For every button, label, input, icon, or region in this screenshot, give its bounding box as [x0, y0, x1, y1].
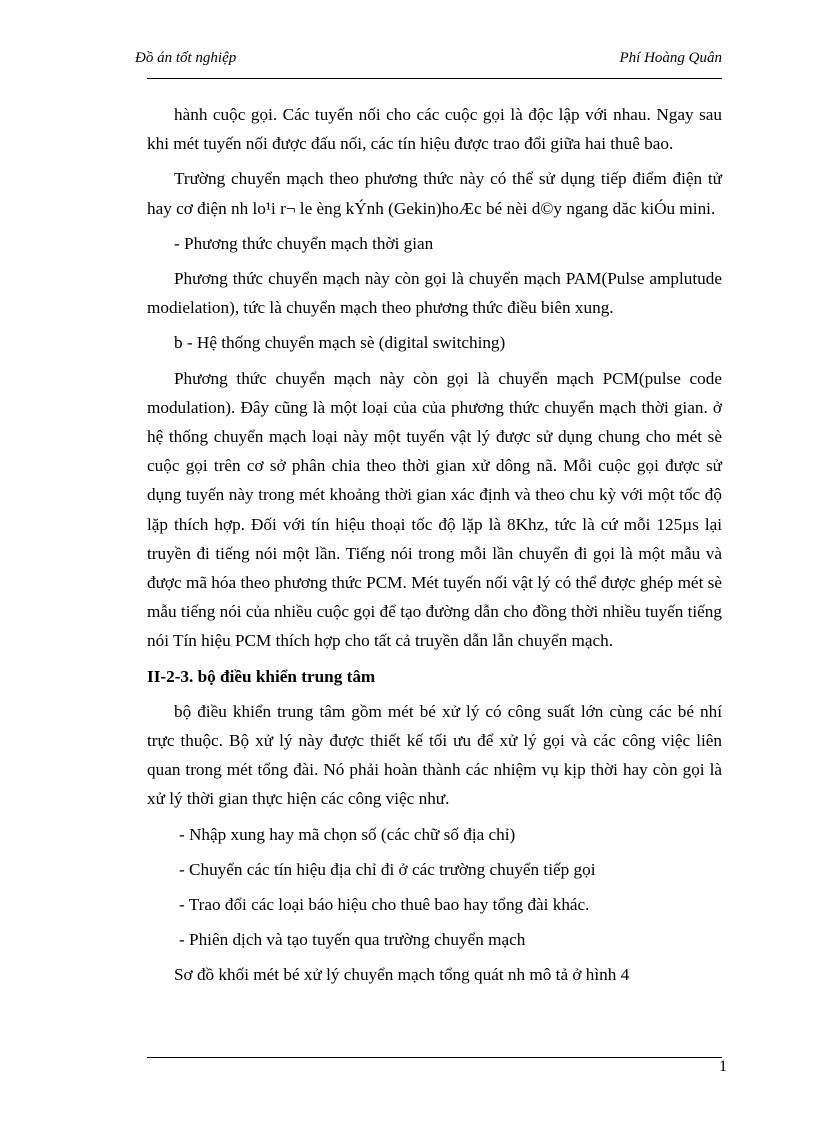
- paragraph-6: Sơ đồ khối mét bé xử lý chuyển mạch tổng quát nh mô tả ở hình 4: [174, 965, 630, 985]
- page-content: [147, 100, 722, 996]
- page-number: 1: [719, 1058, 727, 1075]
- header-rule: [147, 78, 722, 79]
- list-item: - Chuyển các tín hiệu địa chỉ đi ở các trường chuyển tiếp gọi: [179, 859, 596, 879]
- subsection-digital-switching: b - Hệ thống chuyển mạch sè (digital switching): [174, 333, 506, 353]
- paragraph-2: Trường chuyển mạch theo phương thức này có thể sử dụng tiếp điểm điện tử hay cơ điện nh lo¹i r¬ le èng kÝnh (Gekin)hoÆc bé nèi d©y ngang dăc kiÓu mini.: [147, 169, 722, 218]
- list-item: - Trao đổi các loại báo hiệu cho thuê bao hay tổng đài khác.: [179, 895, 590, 915]
- header-left-title: Đồ án tốt nghiệp: [135, 50, 237, 66]
- header-author: Phí Hoàng Quân: [619, 50, 722, 66]
- list-item: - Nhập xung hay mã chọn số (các chữ số địa chỉ): [179, 824, 516, 844]
- paragraph-3: Phương thức chuyển mạch này còn gọi là chuyển mạch PAM(Pulse amplutude modielation), tức là chuyển mạch theo phương thức điều biên xung.: [147, 269, 722, 318]
- section-heading: II-2-3. bộ điều khiển trung tâm: [147, 666, 376, 686]
- list-item: - Phiên dịch và tạo tuyến qua trường chuyển mạch: [179, 930, 526, 950]
- subsection-time-switching: - Phương thức chuyển mạch thời gian: [174, 233, 434, 253]
- paragraph-4: Phương thức chuyển mạch này còn gọi là chuyển mạch PCM(pulse code modulation). Đây cũng là một loại của của phương thức chuyển mạch thời gian. ở hệ thống chuyển mạch loại này một tuyến vật lý được sử dụng chung cho mét sè cuộc gọi trên cơ sở phân chia theo thời gian xử dông nã. Mỗi cuộc gọi được sử dụng tuyến này trong mét khoảng thời gian xác định và theo chu kỳ với một tốc độ lặp thích hợp. Đối với tín hiệu thoại tốc độ lặp là 8Khz, tức là cứ mỗi 125µs lại truyền đi tiếng nói một lần. Tiếng nói trong mỗi lần chuyển đi gọi là một mẫu và được mã hóa theo phương thức PCM. Mét tuyến nối vật lý có thể được ghép mét sè mẫu tiếng nói của nhiều cuộc gọi để tạo đường dẫn cho đồng thời nhiều tuyến tiếng nói Tín hiệu PCM thích hợp cho tất cả truyền dẫn lẫn chuyển mạch.: [147, 368, 722, 651]
- paragraph-5: bộ điều khiển trung tâm gồm mét bé xử lý có công suất lớn cùng các bé nhí trực thuộc. Bộ xử lý này được thiết kế tối ưu để xử lý gọi và các công việc liên quan trong mét tổng đài. Nó phải hoàn thành các nhiệm vụ kịp thời hay còn gọi là xử lý thời gian thực hiện các công việc như.: [147, 701, 722, 809]
- footer-rule: [147, 1057, 722, 1058]
- paragraph-1: hành cuộc gọi. Các tuyến nối cho các cuộc gọi là độc lập với nhau. Ngay sau khi mét tuyến nối được đấu nối, các tín hiệu được trao đổi giữa hai thuê bao.: [147, 105, 722, 154]
